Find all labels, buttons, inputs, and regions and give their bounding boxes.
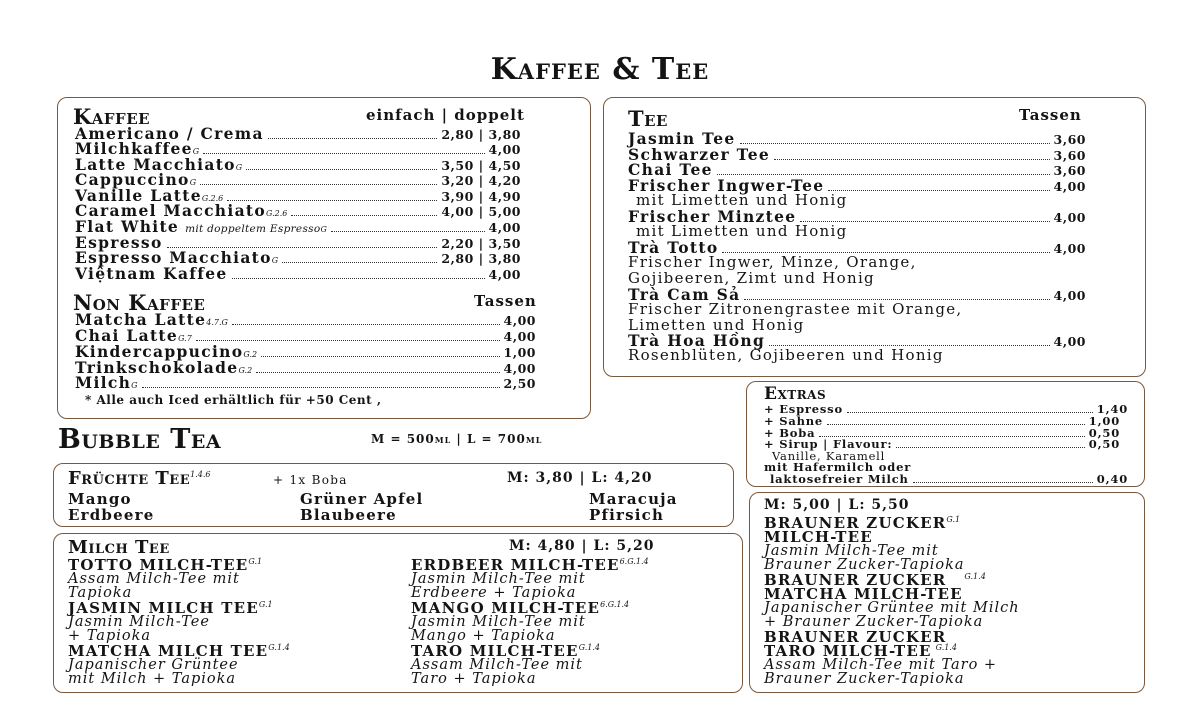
dot-leader [291, 215, 437, 216]
item-name: Chai Latte [75, 326, 179, 345]
item-name: TARO MILCH-TEE [411, 642, 579, 660]
item-description: Jasmin Milch-Tee mit [764, 543, 939, 559]
item-price: 0,50 [1088, 437, 1120, 451]
extras-title: Extras [764, 384, 827, 404]
item-description: Jasmin Milch-Tee mit [411, 571, 586, 587]
item-name: Trà Hoa Hồng [628, 331, 766, 350]
item-name: Milchkaffee [75, 139, 193, 158]
dot-leader [717, 174, 1050, 175]
item-name: Vanille Latte [75, 186, 202, 205]
item-name: + Sahne [764, 414, 824, 428]
hafer-line: mit Hafermilch oder [764, 460, 912, 474]
item-description: Erdbeere + Tapioka [411, 585, 577, 601]
dot-leader [203, 153, 484, 154]
sirup-options: Vanille, Karamell [772, 449, 886, 463]
item-name: Trinkschokolade [75, 358, 239, 377]
item-price: 2,80 | 3,80 [441, 127, 521, 142]
item-description: Jasmin Milch-Tee mit [411, 614, 586, 630]
allergen-note: G.1 [248, 557, 263, 566]
item-price: 4,00 [1053, 241, 1086, 256]
item-price: 4,00 [1053, 334, 1086, 349]
allergen-note: G.1 [258, 600, 273, 609]
brauner-item-title-2: MATCHA MILCH-TEE [764, 585, 963, 603]
item-price: 3,60 [1053, 148, 1086, 163]
item-description: Mango + Tapioka [411, 628, 556, 644]
item-price: 3,50 | 4,50 [441, 158, 521, 173]
item-description: Brauner Zucker-Tapioka [764, 671, 965, 687]
allergen-note: G [131, 381, 138, 390]
non-kaffee-title: Non Kaffee [73, 290, 206, 315]
dot-leader [828, 190, 1049, 191]
item-name: TARO MILCH-TEE [764, 642, 932, 660]
boba-note: + 1x Boba [273, 473, 348, 487]
item-name: Espresso Macchiato [75, 248, 272, 267]
item-description: Japanischer Grüntee [68, 657, 239, 673]
tee-header: Tassen [1019, 106, 1082, 124]
item-name: Flat White [75, 217, 180, 236]
item-price: 4,00 [488, 142, 521, 157]
item-name: Frischer Ingwer-Tee [628, 176, 825, 195]
page-title: Kaffee & Tee [490, 52, 710, 87]
brauner-item-title-2: MILCH-TEE [764, 528, 873, 546]
item-description: + Brauner Zucker-Tapioka [764, 614, 984, 630]
menu-item [75, 373, 536, 392]
bubble-tea-title: Bubble Tea [58, 424, 222, 455]
dot-leader [261, 356, 499, 357]
item-price: 4,00 [488, 267, 521, 282]
item-name: Frischer Minztee [628, 207, 797, 226]
milch-tee-title: Milch Tee [68, 537, 170, 558]
non-kaffee-header: Tassen [474, 292, 537, 310]
item-description: Assam Milch-Tee mit Taro + [764, 657, 998, 673]
kaffee-title: Kaffee [73, 104, 151, 129]
dot-leader [200, 184, 437, 185]
item-price: 2,80 | 3,80 [441, 251, 521, 266]
item-description: mit Limetten und Honig [636, 191, 848, 209]
item-name: + Espresso [764, 402, 843, 416]
item-name: laktosefreier Milch [770, 472, 909, 486]
item-description: mit Limetten und Honig [636, 222, 848, 240]
allergen-note: G.2.6 [266, 209, 288, 218]
flavor-item: Maracuja [589, 490, 678, 508]
dot-leader [896, 447, 1084, 448]
allergen-note: G.2 [243, 350, 258, 359]
item-price: 4,00 | 5,00 [441, 204, 521, 219]
item-description: Limetten und Honig [628, 316, 805, 334]
item-name: Americano / Crema [75, 124, 264, 143]
dot-leader [282, 262, 437, 263]
item-price: 1,40 [1096, 402, 1128, 416]
item-name: TOTTO MILCH-TEE [68, 556, 249, 574]
item-price: 1,00 [503, 345, 536, 360]
item-name: Milch [75, 373, 132, 392]
allergen-note: G.1.4 [268, 643, 290, 652]
item-name: Cappuccino [75, 170, 190, 189]
flavor-item: Blaubeere [300, 506, 397, 524]
item-description: Japanischer Grüntee mit Milch [764, 600, 1020, 616]
item-name: Matcha Latte [75, 310, 207, 329]
fruechte-tee-name: Früchte Tee [68, 468, 191, 489]
item-note: mit doppeltem Espresso [185, 223, 321, 235]
item-price: 4,00 [1053, 288, 1086, 303]
item-description: Frischer Zitronengrastee mit Orange, [628, 300, 963, 318]
fruechte-tee-title [68, 468, 210, 489]
item-price: 1,00 [1088, 414, 1120, 428]
item-name: BRAUNER ZUCKER [764, 514, 947, 532]
item-description: Assam Milch-Tee mit [68, 571, 240, 587]
menu-item [75, 264, 521, 283]
allergen-note: G.2 [238, 366, 253, 375]
item-price: 2,50 [503, 376, 536, 391]
allergen-note: 4.7.G [206, 318, 228, 327]
item-price: 4,00 [1053, 179, 1086, 194]
allergen-note: G.1.4 [578, 643, 600, 652]
item-price: 3,20 | 4,20 [441, 173, 521, 188]
allergen-note: G [320, 225, 327, 234]
item-description: + Tapioka [68, 628, 152, 644]
item-description: Frischer Ingwer, Minze, Orange, [628, 253, 917, 271]
allergen-note: G [192, 147, 200, 156]
item-name: Espresso [75, 233, 163, 252]
item-description: Jasmin Milch-Tee [68, 614, 210, 630]
allergen-note: 6.G.1.4 [600, 600, 630, 609]
item-name: Trà Totto [628, 238, 719, 257]
flavor-item: Erdbeere [68, 506, 155, 524]
dot-leader [827, 424, 1085, 425]
allergen-note: G [189, 178, 197, 187]
item-name: Chai Tee [628, 160, 713, 179]
extra-item [770, 472, 1128, 486]
item-description: Brauner Zucker-Tapioka [764, 557, 965, 573]
allergen-note: G.7 [178, 334, 192, 343]
item-name: Trà Cam Sả [628, 285, 741, 304]
item-description: Assam Milch-Tee mit [411, 657, 583, 673]
allergen-note: G [235, 163, 243, 172]
item-name: BRAUNER ZUCKER [764, 571, 947, 589]
item-price: 2,20 | 3,50 [441, 236, 521, 251]
item-price: 3,60 [1053, 132, 1086, 147]
dot-leader [232, 278, 485, 279]
allergen-note: G.1.4 [964, 572, 986, 581]
iced-footnote: * Alle auch Iced erhältlich für +50 Cent , [85, 393, 382, 407]
item-price: 4,00 [503, 361, 536, 376]
item-description: mit Milch + Tapioka [68, 671, 237, 687]
kaffee-header: einfach | doppelt [366, 106, 525, 124]
allergen-note: G.2.6 [201, 194, 224, 203]
item-name: Việtnam Kaffee [75, 264, 228, 283]
flavor-item: Mango [68, 490, 132, 508]
item-name: Caramel Macchiato [75, 201, 267, 220]
item-name: Schwarzer Tee [628, 145, 771, 164]
item-price: 4,00 [488, 220, 521, 235]
item-price: 3,60 [1053, 163, 1086, 178]
item-name: MANGO MILCH-TEE [411, 599, 601, 617]
item-price: 4,00 [503, 329, 536, 344]
brauner-item-title: BRAUNER ZUCKER [764, 628, 947, 646]
flavor-item: Pfirsich [589, 506, 665, 524]
item-name: ERDBEER MILCH-TEE [411, 556, 620, 574]
brauner-zucker-price: M: 5,00 | L: 5,50 [764, 497, 910, 513]
item-price: 0,50 [1088, 426, 1120, 440]
tee-title: Tee [628, 106, 668, 131]
allergen-note: 6.G.1.4 [619, 557, 649, 566]
bubble-tea-sizes: M = 500ml | L = 700ml [371, 432, 543, 446]
item-price: 0,40 [1096, 472, 1128, 486]
item-price: 3,90 | 4,90 [441, 189, 521, 204]
item-name: + Sirup | Flavour: [764, 437, 893, 451]
dot-leader [196, 340, 500, 341]
allergen-note: G.1.4 [935, 643, 957, 652]
item-name: Kindercappucino [75, 342, 244, 361]
allergen-note: 1.4.6 [190, 470, 211, 479]
item-price: 4,00 [503, 313, 536, 328]
fruechte-tee-price: M: 3,80 | L: 4,20 [507, 470, 653, 486]
dot-leader [740, 143, 1050, 144]
allergen-note: G [271, 256, 279, 265]
item-description: Gojibeeren, Zimt und Honig [628, 269, 875, 287]
item-description: Rosenblüten, Gojibeeren und Honig [628, 346, 944, 364]
dot-leader [232, 324, 500, 325]
item-price: 4,00 [1053, 210, 1086, 225]
flavor-item: Grüner Apfel [300, 490, 424, 508]
dot-leader [142, 387, 500, 388]
item-name: MATCHA MILCH TEE [68, 642, 269, 660]
item-name: Jasmin Tee [628, 129, 736, 148]
item-name: JASMIN MILCH TEE [68, 599, 259, 617]
milch-tee-price: M: 4,80 | L: 5,20 [509, 538, 655, 554]
item-name: Latte Macchiato [75, 155, 236, 174]
item-name: + Boba [764, 426, 816, 440]
item-description: Taro + Tapioka [411, 671, 537, 687]
dot-leader [331, 231, 485, 232]
allergen-note: G.1 [946, 515, 961, 524]
dot-leader [847, 412, 1093, 413]
item-description: Tapioka [68, 585, 133, 601]
dot-leader [913, 482, 1093, 483]
